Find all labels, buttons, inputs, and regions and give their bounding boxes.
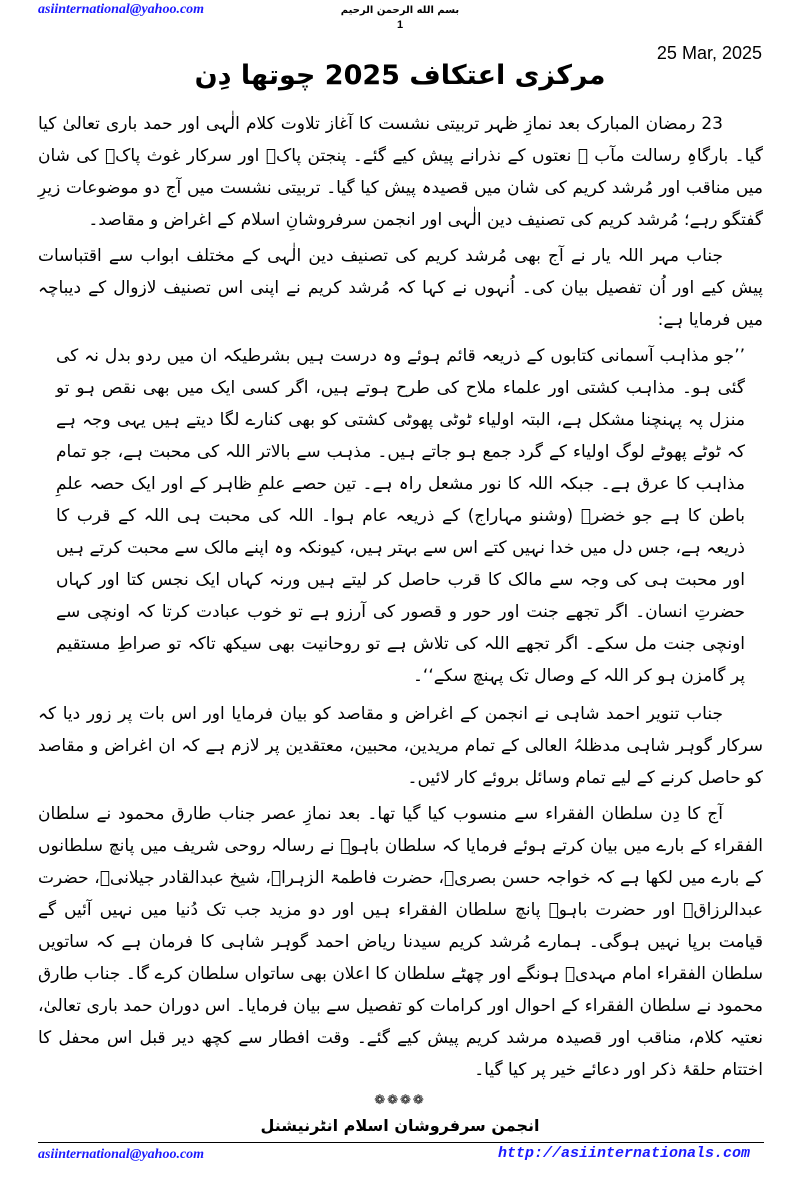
page-number: 1 <box>396 19 404 31</box>
header-email-link[interactable]: asiinternational@yahoo.com <box>38 2 205 17</box>
paragraph-intro: 23 رمضان المبارک بعد نمازِ ظہر تربیتی نشست کا آغاز تلاوت کلام الٰہی اور حمد باری تعالیٰ کیا گیا۔ بارگاہِ رسالت مآب ﷺ نعتوں کے نذرانے پیش کیے گئے۔ پنجتن پاکؑ اور سرکار غوث پاکؓ کی شان میں مناقب اور مُرشد کریم کی شان میں قصیدہ پیش کیا گیا۔ تربیتی نشست میں آج دو موضوعات زیرِ گفتگو رہے؛ مُرشد کریم کی تصنیف دین الٰہی اور انجمن سرفروشانِ اسلام کے اغراض و مقاصد۔ <box>38 114 763 230</box>
footer-email-link[interactable]: asiinternational@yahoo.com <box>38 1147 205 1162</box>
paragraph-din-e-ilahi: جناب مہر اللہ یار نے آج بھی مُرشد کریم کی تصنیف دین الٰہی کے مختلف ابواب سے اقتباسات پیش کیے اور اُن تفصیل بیان کی۔ اُنہوں نے کہا کہ مُرشد کریم نے اپنی اس تصنیف لازوال کے دیباچہ میں فرمایا ہے: <box>38 246 763 330</box>
block-quote: ’’جو مذاہب آسمانی کتابوں کے ذریعہ قائم ہوئے وہ درست ہیں بشرطیکہ ان میں ردو بدل نہ کی گئی ہو۔ مذاہب کشتی اور علماء ملاح کی طرح ہوتے ہیں، اگر کسی ایک میں بھی نقص ہو تو منزل پہ پہنچنا مشکل ہے، البتہ اولیاء ٹوٹی پھوٹی کشتی کو بھی کنارے لگا دیتے ہیں یہی وجہ ہے کہ ٹوٹے پھوٹے لوگ اولیاء کے گرد جمع ہو جاتے ہیں۔ مذہب سے بالاتر اللہ کی محبت ہے، جو تمام مذاہب کا عرق ہے۔ جبکہ اللہ کا نور مشعل راہ ہے۔ تین حصے علمِ ظاہر کے اور ایک حصہ علمِ باطن کا ہے جو خضرؑ (وشنو مہاراج) کے ذریعہ عام ہوا۔ اللہ کی محبت ہی اللہ کے قرب کا ذریعہ ہے، جس دل میں خدا نہیں کتے اس سے بہتر ہیں، کیونکہ وہ اپنے مالک سے محبت کرتے ہیں اور محبت ہی کی وجہ سے مالک کا قرب حاصل کر لیتے ہیں ورنہ کہاں ایک نجس کتا اور کہاں حضرتِ انسان۔ اگر تجھے جنت اور حور و قصور کی آرزو ہے تو خوب عبادت کرتا کہ اونچی سے اونچی جنت مل سکے۔ اگر تجھے اللہ کی تلاش ہے تو روحانیت بھی سیکھ تاکہ تو صراطِ مستقیم پر گامزن ہو کر اللہ کے وصال تک پہنچ سکے‘‘۔ <box>56 346 745 686</box>
page-header <box>0 0 800 108</box>
ornament-divider: ❁❁❁❁ <box>374 1093 426 1108</box>
page-footer <box>0 1143 800 1173</box>
page-title: مرکزی اعتکاف 2025 چوتھا دِن <box>194 60 606 91</box>
organization-name: انجمن سرفروشان اسلام انٹرنیشنل <box>260 1116 540 1135</box>
article-body <box>38 108 763 1086</box>
bismillah-heading: بسم الله الرحمن الرحیم <box>340 5 460 16</box>
document-date: 25 Mar, 2025 <box>656 43 762 63</box>
paragraph-sultan-ul-fuqara: آج کا دِن سلطان الفقراء سے منسوب کیا گیا تھا۔ بعد نمازِ عصر جناب طارق محمود نے سلطان الفقراء کے بارے میں بیان کرتے ہوئے فرمایا کہ سلطان باہوؒ نے رسالہ روحی شریف میں پانچ سلطانوں کے بارے میں لکھا ہے کہ خواجہ حسن بصریؒ، حضرت فاطمۃ الزہراؓ، شیخ عبدالقادر جیلانیؒ، حضرت عبدالرزاقؒ اور حضرت باہوؒ پانچ سلطان الفقراء ہیں اور دو مزید جب تک دُنیا میں نہیں آئیں گے قیامت برپا نہیں ہوگی۔ ہمارے مُرشد کریم سیدنا ریاض احمد گوہر شاہی کا فرمان ہے کہ ساتویں سلطان الفقراء امام مہدیؑ ہونگے اور چھٹے سلطان کا اعلان بھی ساتواں سلطان کرے گا۔ جناب طارق محمود نے سلطان الفقراء کے احوال اور کرامات کو تفصیل سے بیان فرمایا۔ اس دوران حمد باری تعالیٰ، نعتیہ کلام، مناقب اور قصیدہ مرشد کریم پیش کیے گئے۔ وقت افطار سے کچھ دیر قبل اس محفل کا اختتام حلقۂ ذکر اور دعائے خیر پر کیا گیا۔ <box>38 804 763 1080</box>
paragraph-anjuman-aims: جناب تنویر احمد شاہی نے انجمن کے اغراض و مقاصد کو بیان فرمایا اور اس بات پر زور دیا کہ سرکار گوہر شاہی مدظلہُ العالی کے تمام مریدین، محبین، معتقدین پر لازم ہے کہ ان اغراض و مقاصد کو حاصل کرنے کے لیے تمام وسائل بروئے کار لائیں۔ <box>38 704 763 788</box>
footer-website-link[interactable]: http://asiinternationals.com <box>498 1145 751 1162</box>
